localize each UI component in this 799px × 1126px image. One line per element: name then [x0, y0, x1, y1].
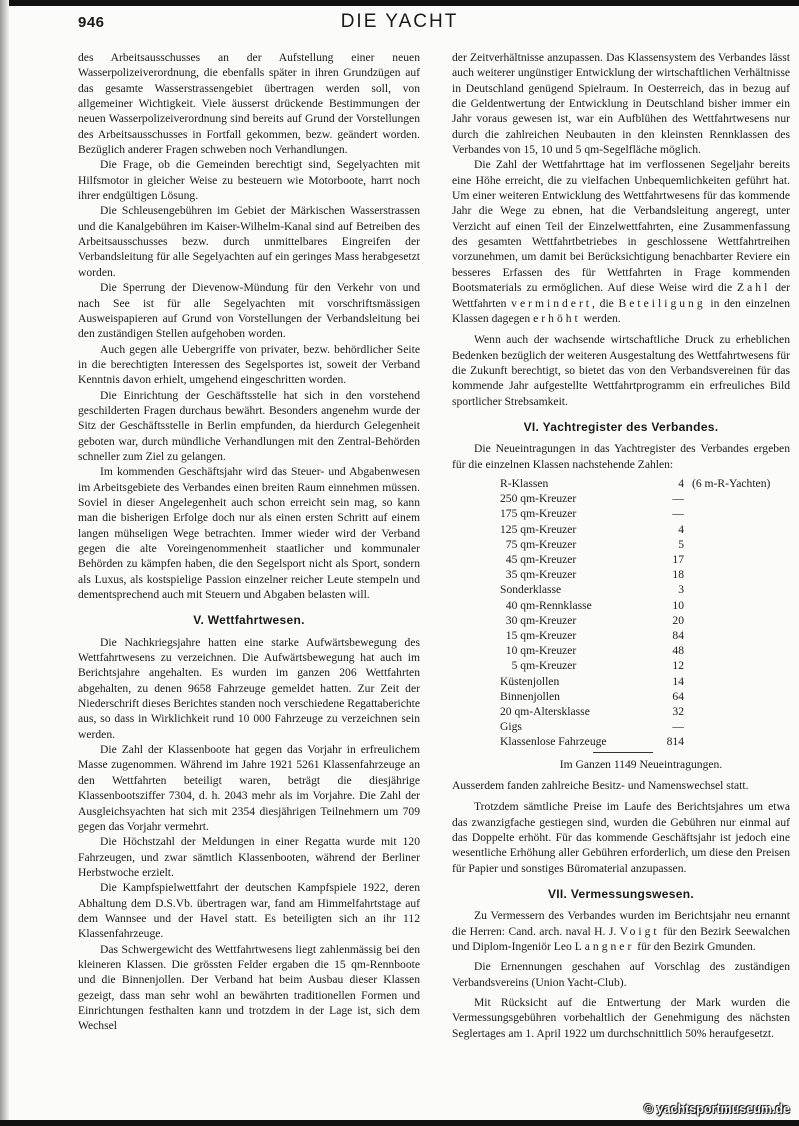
- register-note: [690, 704, 770, 719]
- register-note: [690, 552, 770, 567]
- paragraph: Die Sperrung der Dievenow-Mündung für den Verkehr von und nach See ist für alle Segelyachten mit vorschriftsmässigen Ausweispapieren auf Grund von Vorstellungen der Verbandsleitung bei den zuständigen Stellen aufgehoben worden.: [78, 281, 420, 341]
- register-count: 12: [672, 659, 684, 673]
- register-class: 10 qm-Kreuzer: [500, 644, 577, 658]
- register-class: 175 qm-Kreuzer: [500, 507, 577, 521]
- register-class: 5 qm-Kreuzer: [500, 659, 577, 673]
- register-class: 40 qm-Rennklasse: [500, 598, 592, 612]
- register-note: [690, 567, 770, 582]
- paragraph: Die Höchstzahl der Meldungen in einer Regatta wurde mit 120 Fahrzeugen, und zwar sämtlich Klassenbooten, während der Berliner Herbstwoche erzielt.: [78, 835, 420, 879]
- paragraph-wettfahrttage: [452, 157, 790, 326]
- register-count: 20: [672, 613, 684, 627]
- register-class: 250 qm-Kreuzer: [500, 492, 577, 506]
- spaced-emphasis: vermindert: [511, 296, 593, 310]
- text: werden.: [580, 311, 621, 325]
- text: Die Zahl der Wettfahrttage hat im verflossenen Segeljahr bereits eine Höhe erreicht, die zu vielfachen Unbequemlichkeiten geführt hat. Um einer weiteren Entwicklung des Wettfahrtwesens für das kommende Jahr die Wege zu ebnen, hat die Verbandsleitung angeregt, unter Verzicht auf einen Teil der Einzelwettfahrten, eine Zusammenfassung des gesamten Wettfahrtbetriebes in geschlossene Wettfahrtreihen vorzunehmen, um damit bei Berücksichtigung benachbarter Reviere ein besseres Erfassen des für Wettfahrten in Frage kommenden Bootsmaterials zu ermöglichen. Auf diese Weise wird die: [452, 158, 790, 295]
- register-class: R-Klassen: [500, 476, 549, 490]
- paragraph: Die Einrichtung der Geschäftsstelle hat sich in den vorstehend geschilderten Fragen durchaus bewährt. Besonders angenehm wurde der Sitz der Geschäftsstelle in Berlin empfunden, da hierdurch Gelegenheit geboten war, durch mündliche Verhandlungen mit den Zentral-Behörden schneller zum Ziel zu gelangen.: [78, 388, 420, 463]
- register-row: [500, 674, 770, 689]
- scan-bottom-border: [0, 1120, 799, 1126]
- paragraph: Die Kampfspielwettfahrt der deutschen Kampfspiele 1922, deren Abhaltung dem D.S.Vb. übertragen war, fand am Himmelfahrtstage auf dem Wannsee und der Havel statt. Es beteiligten sich an ihr 112 Klassenfahrzeuge.: [78, 881, 420, 941]
- register-row: [500, 567, 770, 582]
- register-class: 45 qm-Kreuzer: [500, 552, 577, 566]
- register-table: [500, 476, 770, 750]
- register-note: [690, 491, 770, 506]
- register-row: [500, 613, 770, 628]
- paragraph: Die Neueintragungen in das Yachtregister des Verbandes ergeben für die einzelnen Klassen nachstehende Zahlen:: [452, 442, 790, 471]
- paragraph: Die Frage, ob die Gemeinden berechtigt sind, Segelyachten mit Hilfsmotor in gleicher Weise zu besteuern wie Motorboote, harrt noch ihrer endgültigen Lösung.: [78, 158, 420, 203]
- register-count: 84: [672, 628, 684, 642]
- register-row: [500, 506, 770, 521]
- register-row: [500, 704, 770, 719]
- text: Zu Vermessern des Verbandes wurden im Berichtsjahr neu ernannt die Herren: Cand. arch. naval H. J.: [452, 909, 790, 938]
- paragraph: Die Ernennungen geschahen auf Vorschlag des zuständigen Verbandsvereins (Union Yacht-Club).: [452, 960, 790, 989]
- section-heading-yachtregister: VI. Yachtregister des Verbandes.: [523, 419, 719, 434]
- register-row: [500, 598, 770, 613]
- spaced-name: Langner: [574, 940, 635, 954]
- register-note: [690, 613, 770, 628]
- register-note: [690, 719, 770, 734]
- register-class: Gigs: [500, 720, 522, 734]
- register-count: —: [672, 720, 684, 734]
- register-note: [690, 598, 770, 613]
- paragraph: Die Zahl der Klassenboote hat gegen das Vorjahr in erfreulichem Masse zugenommen. Während im Jahre 1921 5261 Klassenfahrzeuge an den Wettfahrten beteiligt waren, beträgt die diesjährige Klassenbootsziffer 7304, d. h. 2043 mehr als im Vorjahre. Die Zahl der Ausgleichsyachten hat sich mit 2354 diesjährigen Teilnehmern um 709 gegen das Vorjahr vermehrt.: [78, 743, 420, 833]
- register-count: 32: [672, 704, 684, 718]
- sum-rule: [593, 752, 653, 753]
- register-count: 48: [672, 644, 684, 658]
- register-count: 17: [672, 552, 684, 566]
- register-class: Sonderklasse: [500, 583, 562, 597]
- register-note: [690, 628, 770, 643]
- register-count: —: [672, 507, 684, 521]
- register-row: [500, 582, 770, 597]
- register-note: [690, 582, 770, 597]
- register-count: 64: [672, 689, 684, 703]
- register-note: [690, 506, 770, 521]
- register-count: 10: [672, 598, 684, 612]
- spaced-emphasis: erhöht: [533, 311, 581, 325]
- register-note: [690, 689, 770, 704]
- register-row: [500, 734, 770, 749]
- register-row: [500, 552, 770, 567]
- register-count: —: [672, 492, 684, 506]
- register-note: [690, 537, 770, 552]
- register-note: [690, 522, 770, 537]
- register-row: [500, 476, 770, 491]
- register-class: 35 qm-Kreuzer: [500, 568, 577, 582]
- paragraph: Mit Rücksicht auf die Entwertung der Mark wurden die Vermessungsgebühren vorbehaltlich der Genehmigung des nächsten Seglertages am 1. April 1922 um durchschnittlich 50% heraufgesetzt.: [452, 996, 790, 1040]
- register-count: 18: [672, 568, 684, 582]
- scan-top-border: [0, 0, 799, 6]
- text: für den Bezirk Seewalchen und Diplom-Ingeniör Leo: [452, 924, 790, 954]
- register-row: [500, 689, 770, 704]
- register-total: Im Ganzen 1149 Neueintragungen.: [559, 757, 723, 771]
- register-note: [690, 674, 770, 689]
- paragraph: Das Schwergewicht des Wettfahrtwesens liegt zahlenmässig bei den kleineren Klassen. Die grössten Felder ergaben die 15 qm-Rennboote und die Binnenjollen. Der Verband hat beim Ausbau dieser Klassen gezeigt, dass man sehr wohl an bewährten traditionellen Formen und Einrichtungen festhalten kann und trotzdem in der Lage ist, sich dem Wechsel: [78, 942, 420, 1033]
- register-note: [690, 734, 770, 749]
- text: in den einzelnen Klassen dagegen: [452, 296, 790, 325]
- left-column: [78, 50, 420, 1034]
- spaced-emphasis: Beteiligung: [618, 296, 706, 310]
- paragraph: Im kommenden Geschäftsjahr wird das Steuer- und Abgabenwesen im Arbeitsgebiete des Verbandes einen breiten Raum einnehmen müssen. Soviel in dieser Angelegenheit auch schon erreicht sein mag, so kann man die bisherigen Erfolge doch nur als einen ersten Schritt auf einem langen mühseligen Wege betrachten. Immer wieder wird der Verband gegen die alte Voreingenommenheit staatlicher und kommunaler Behörden zu kämpfen haben, die den Segelsport nicht als Sport, sondern als Luxus, als kostspielige Passion einzelner reicher Leute stempeln und dementsprechend auch mit Steuern und Abgaben belasten will.: [78, 465, 420, 602]
- register-class: Binnenjollen: [500, 689, 560, 703]
- paragraph: Auch gegen alle Uebergriffe von privater, bezw. behördlicher Seite in die berechtigten Interessen des Segelsportes ist, soweit der Verband Kenntnis davon erhielt, umgehend eingeschritten worden.: [78, 342, 420, 387]
- register-class: 30 qm-Kreuzer: [500, 613, 577, 627]
- paragraph: Die Nachkriegsjahre hatten eine starke Aufwärtsbewegung des Wettfahrtwesens zu verzeichnen. Die Aufwärtsbewegung hat auch im Berichtsjahre angehalten. Es wurden im ganzen 206 Wettfahrten abgehalten, zu denen 9658 Fahrzeuge gemeldet hatten. Zur Zeit der Niederschrift dieses Berichtes standen noch verschiedene Regattaberichte aus, so dass in Wirklichkeit rund 10 000 Fahrzeuge zu verzeichnen sein werden.: [78, 635, 420, 741]
- paragraph-vermesser: [452, 908, 790, 954]
- paragraph: Wenn auch der wachsende wirtschaftliche Druck zu erheblichen Bedenken bezüglich der weiteren Ausgestaltung des Wettfahrtwesens für die Zukunft berechtigt, so bietet das von den Verbandsvereinen für das kommende Jahr aufgestellte Wettfahrtprogramm ein erfreuliches Bild sportlicher Strebsamkeit.: [452, 333, 790, 408]
- register-note: [690, 658, 770, 673]
- register-count: 4: [678, 522, 684, 536]
- register-note: (6 m-R-Yachten): [692, 476, 771, 490]
- register-count: 5: [678, 537, 684, 551]
- right-column: [452, 50, 790, 1041]
- section-heading-wettfahrtwesen: V. Wettfahrtwesen.: [193, 613, 305, 628]
- paragraph: des Arbeitsausschusses an der Aufstellung einer neuen Wasserpolizeiverordnung, die ebenfalls später in ihren Grundzügen auf das gesamte Wasserstrassengebiet übertragen werden soll, von allgemeiner Wichtigkeit. Viele äusserst drückende Bestimmungen der neuen Wasserpolizeiverordnung sind bereits auf Grund der Vorstellungen des Arbeitsausschusses in Fortfall gekommen, bezw. geändert worden. Bezüglich anderer Fragen schweben noch Verhandlungen.: [78, 51, 420, 157]
- running-title: DIE YACHT: [340, 11, 459, 32]
- register-row: [500, 628, 770, 643]
- register-count: 4: [678, 476, 684, 490]
- register-class: 125 qm-Kreuzer: [500, 522, 577, 536]
- register-count: 3: [678, 583, 684, 597]
- text: für den Bezirk Gmunden.: [634, 940, 756, 954]
- register-row: [500, 643, 770, 658]
- register-count: 14: [672, 674, 684, 688]
- register-row: [500, 719, 770, 734]
- register-class: 20 qm-Altersklasse: [500, 704, 590, 718]
- text: der Wettfahrten: [452, 281, 791, 310]
- paragraph: Ausserdem fanden zahlreiche Besitz- und Namenswechsel statt.: [452, 778, 749, 792]
- register-count: 814: [666, 735, 684, 749]
- scan-binding-edge: [0, 0, 9, 1126]
- spaced-name: Voigt: [619, 924, 660, 938]
- register-class: 15 qm-Kreuzer: [500, 628, 577, 642]
- register-class: Küstenjollen: [500, 674, 560, 688]
- register-note: [690, 643, 770, 658]
- register-row: [500, 658, 770, 673]
- section-heading-vermessungswesen: VII. Vermessungswesen.: [547, 887, 694, 901]
- paragraph: der Zeitverhältnisse anzupassen. Das Klassensystem des Verbandes lässt auch weiterer ungünstiger Entwicklung der wirtschaftlichen Verhältnisse in Deutschland genügend Spielraum. In Oesterreich, das in bezug auf die Geldentwertung der Entwicklung in Deutschland bisher immer ein Jahr voraus gewesen ist, war ein Aufblühen des Wettfahrtwesens nur durch die zahlreichen Neubauten in den kleinsten Rennklassen des Verbandes von 15, 10 und 5 qm-Segelfläche möglich.: [452, 51, 790, 157]
- paragraph: Trotzdem sämtliche Preise im Laufe des Berichtsjahres um etwa das zwanzigfache gestiegen sind, wurden die Gebühren nur einmal auf das Doppelte erhöht. Für das kommende Geschäftsjahr ist jedoch eine wesentliche Erhöhung aller Gebühren erforderlich, um diese den Preisen für Papier und sonstiges Büromaterial anzupassen.: [452, 800, 790, 875]
- text: , die: [592, 296, 619, 310]
- register-row: [500, 522, 770, 537]
- paragraph: Die Schleusengebühren im Gebiet der Märkischen Wasserstrassen und die Kanalgebühren im Kaiser-Wilhelm-Kanal sind auf Betreiben des Arbeitsausschusses bezw. durch unmittelbares Eingreifen der Verbandsleitung für alle Segelyachten auf ein geringes Mass herabgesetzt worden.: [78, 204, 420, 279]
- register-class: Klassenlose Fahrzeuge: [500, 735, 607, 749]
- register-class: 75 qm-Kreuzer: [500, 537, 577, 551]
- register-row: [500, 537, 770, 552]
- copyright-watermark: © yachtsportmuseum.de: [643, 1102, 790, 1116]
- spaced-emphasis: Zahl: [737, 281, 771, 295]
- register-row: [500, 491, 770, 506]
- page-number: 946: [78, 14, 105, 31]
